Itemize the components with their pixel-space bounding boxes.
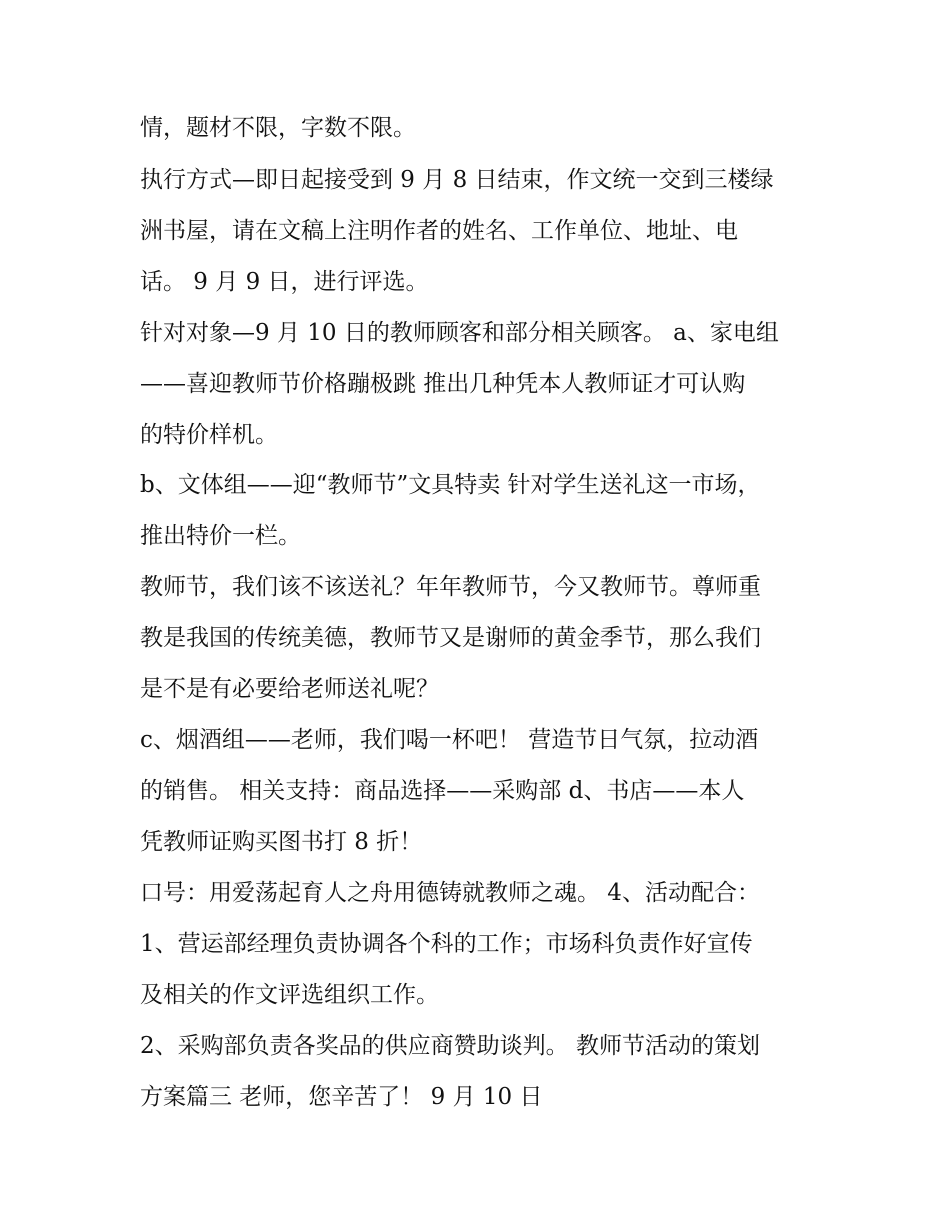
text-line-10: 教师节，我们该不该送礼？年年教师节，今又教师节。尊师重 bbox=[140, 574, 761, 600]
text-line-1: 情，题材不限，字数不限。 bbox=[140, 115, 416, 141]
text-line-15: 凭教师证购买图书打 8 折！ bbox=[140, 829, 423, 855]
text-line-5: 针对对象—9 月 10 日的教师顾客和部分相关顾客。 a、家电组 bbox=[140, 320, 779, 346]
text-line-16: 口号：用爱荡起育人之舟用德铸就教师之魂。 4、活动配合： bbox=[140, 880, 760, 906]
text-line-9: 推出特价一栏。 bbox=[140, 523, 301, 549]
text-line-19: 2、采购部负责各奖品的供应商赞助谈判。 教师节活动的策划 bbox=[140, 1033, 760, 1059]
text-line-8: b、文体组——迎“教师节”文具特卖 针对学生送礼这一市场， bbox=[140, 472, 761, 498]
text-line-14: 的销售。 相关支持：商品选择——采购部 d、书店——本人 bbox=[140, 778, 745, 804]
text-line-7: 的特价样机。 bbox=[140, 422, 278, 448]
text-line-11: 教是我国的传统美德，教师节又是谢师的黄金季节，那么我们 bbox=[140, 625, 761, 651]
text-line-12: 是不是有必要给老师送礼呢？ bbox=[140, 676, 439, 702]
text-line-13: c、烟酒组——老师，我们喝一杯吧！ 营造节日气氛，拉动酒 bbox=[140, 727, 759, 753]
text-line-17: 1、营运部经理负责协调各个科的工作；市场科负责作好宣传 bbox=[140, 931, 753, 957]
text-line-20: 方案篇三 老师，您辛苦了！ 9 月 10 日 bbox=[140, 1084, 543, 1110]
text-line-3: 洲书屋，请在文稿上注明作者的姓名、工作单位、地址、电 bbox=[140, 218, 738, 244]
text-line-2: 执行方式—即日起接受到 9 月 8 日结束，作文统一交到三楼绿 bbox=[140, 167, 774, 193]
text-line-4: 话。 9 月 9 日，进行评选。 bbox=[140, 269, 429, 295]
text-line-18: 及相关的作文评选组织工作。 bbox=[140, 982, 439, 1008]
text-line-6: ——喜迎教师节价格蹦极跳 推出几种凭本人教师证才可认购 bbox=[140, 371, 746, 397]
